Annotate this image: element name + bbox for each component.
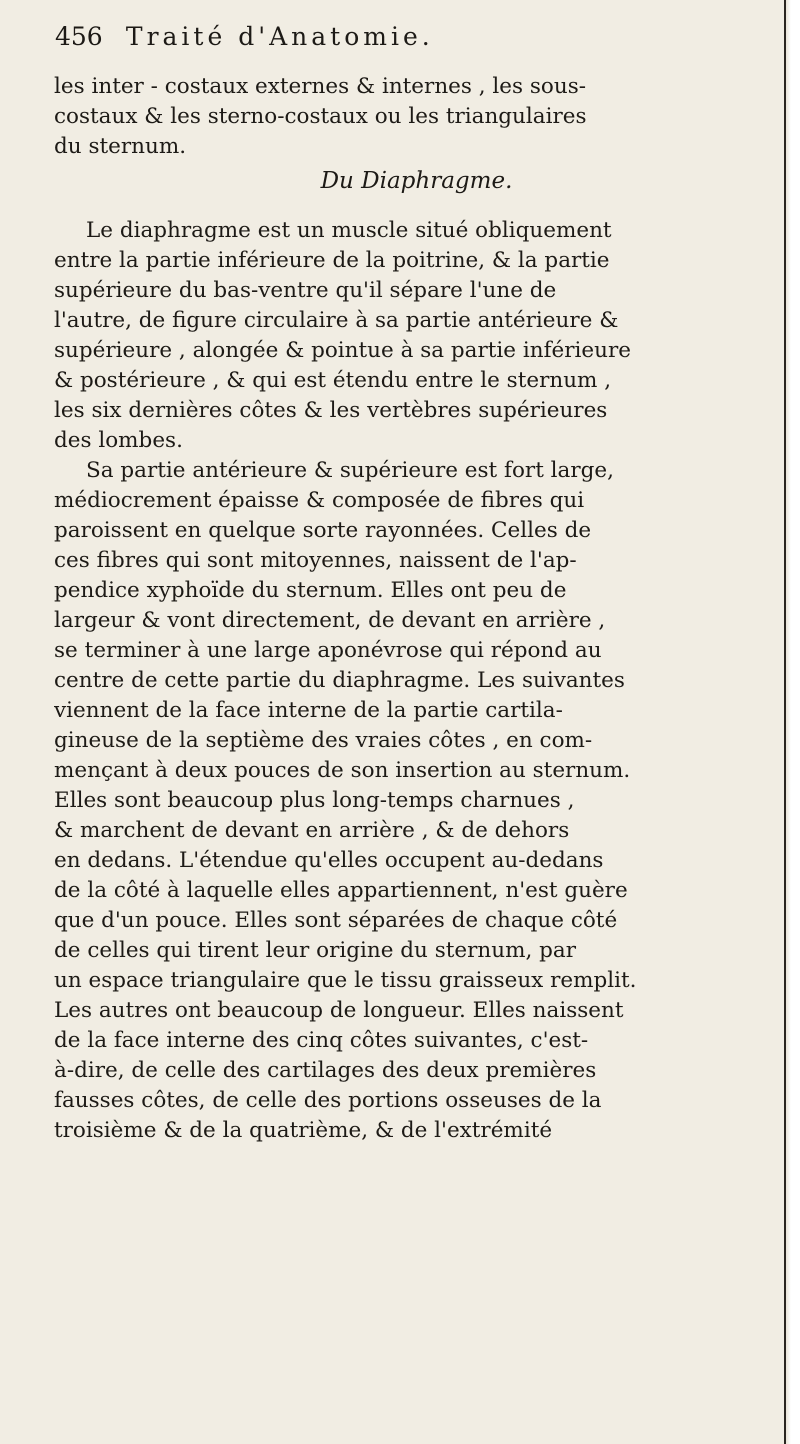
section-heading: Du Diaphragme. — [320, 168, 513, 194]
page-body — [54, 72, 779, 1146]
text-line: & postérieure , & qui est étendu entre le sternum , — [54, 368, 612, 393]
text-line: les inter - costaux externes & internes , les sous- — [54, 74, 587, 99]
text-line: des lombes. — [54, 428, 183, 453]
text-line: largeur & vont directement, de devant en arrière , — [54, 608, 606, 633]
text-line: à-dire, de celle des cartilages des deux premières — [54, 1058, 597, 1083]
text-line: pendice xyphoïde du sternum. Elles ont peu de — [54, 578, 567, 603]
text-line: de la côté à laquelle elles appartiennent, n'est guère — [54, 878, 628, 903]
text-line: entre la partie inférieure de la poitrine, & la partie — [54, 248, 610, 273]
text-line: du sternum. — [54, 134, 187, 159]
text-line: Elles sont beaucoup plus long-temps charnues , — [54, 788, 575, 813]
text-line: mençant à deux pouces de son insertion au sternum. — [54, 758, 631, 783]
text-line: gineuse de la septième des vraies côtes , en com- — [54, 728, 593, 753]
text-line: se terminer à une large aponévrose qui répond au — [54, 638, 602, 663]
text-line: de celles qui tirent leur origine du sternum, par — [54, 938, 577, 963]
running-title: Traité d'Anatomie. — [125, 22, 434, 51]
text-line: ces fibres qui sont mitoyennes, naissent de l'ap- — [54, 548, 577, 573]
page-number: 456 — [55, 22, 103, 51]
running-head — [55, 6, 755, 66]
text-line: Sa partie antérieure & supérieure est fort large, — [86, 458, 614, 483]
text-line: que d'un pouce. Elles sont séparées de chaque côté — [54, 908, 618, 933]
text-line: Le diaphragme est un muscle situé obliquement — [86, 218, 612, 243]
text-line: supérieure du bas-ventre qu'il sépare l'une de — [54, 278, 557, 303]
text-line: un espace triangulaire que le tissu graisseux remplit. — [54, 968, 637, 993]
text-line: de la face interne des cinq côtes suivantes, c'est- — [54, 1028, 589, 1053]
text-line: fausses côtes, de celle des portions osseuses de la — [54, 1088, 602, 1113]
text-line: & marchent de devant en arrière , & de dehors — [54, 818, 570, 843]
text-line: l'autre, de figure circulaire à sa partie antérieure & — [54, 308, 619, 333]
text-line: supérieure , alongée & pointue à sa partie inférieure — [54, 338, 631, 363]
page-edge — [784, 0, 800, 1444]
text-line: en dedans. L'étendue qu'elles occupent au-dedans — [54, 848, 604, 873]
text-line: centre de cette partie du diaphragme. Les suivantes — [54, 668, 625, 693]
text-line: les six dernières côtes & les vertèbres supérieures — [54, 398, 608, 423]
text-line: viennent de la face interne de la partie cartila- — [54, 698, 563, 723]
text-line: paroissent en quelque sorte rayonnées. Celles de — [54, 518, 592, 543]
text-line: médiocrement épaisse & composée de fibres qui — [54, 488, 585, 513]
text-line: troisième & de la quatrième, & de l'extrémité — [54, 1118, 553, 1143]
text-line: Les autres ont beaucoup de longueur. Elles naissent — [54, 998, 624, 1023]
text-line: costaux & les sterno-costaux ou les triangulaires — [54, 104, 587, 129]
